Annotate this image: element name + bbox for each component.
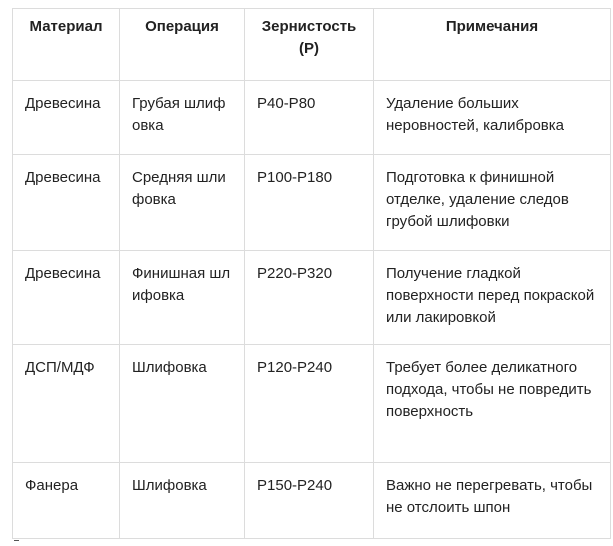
cell-grit [245,155,374,251]
table-row [13,463,611,539]
cell-text: Древесина [25,265,101,282]
cell-operation [120,463,245,539]
cell-notes [374,463,611,539]
header-grit: Зернистость (P) [245,9,374,81]
cell-material [13,345,120,463]
cell-grit [245,463,374,539]
table-row [13,81,611,155]
cell-material [13,155,120,251]
cell-text: Фанера [25,477,79,494]
table-row [13,155,611,251]
cell-text: P150-P240 [257,477,333,494]
cell-operation [120,251,245,345]
cell-operation [120,345,245,463]
cell-text: Древесина [25,95,101,112]
cell-text: Важно не перегревать, чтобы не отслоить шпон [386,477,593,516]
cell-text: P40-P80 [257,95,316,112]
cell-text: Древесина [25,169,101,186]
cell-text: Шлифовка [132,359,207,376]
cell-grit [245,345,374,463]
cell-grit [245,81,374,155]
header-row [13,9,611,81]
cell-grit [245,251,374,345]
header-notes: Примечания [374,9,611,81]
cell-text: Подготовка к финишной отделке, удаление следов грубой шлифовки [386,169,569,230]
cell-text: Получение гладкой поверхности перед покраской или лакировкой [386,265,595,326]
cell-text: Финишная шлифовка [132,265,231,304]
bottom-edge-mark [14,540,19,544]
cell-text: Требует более деликатного подхода, чтобы не повредить поверхность [386,359,592,420]
cell-notes [374,155,611,251]
cell-text: Шлифовка [132,477,207,494]
cell-operation [120,155,245,251]
cell-text: ДСП/МДФ [25,359,95,376]
cell-text: P220-P320 [257,265,333,282]
cell-text: Грубая шлифовка [132,95,226,134]
cell-text: P100-P180 [257,169,333,186]
cell-material [13,81,120,155]
table-row [13,251,611,345]
cell-notes [374,81,611,155]
cell-text: Средняя шлифовка [132,169,226,208]
cell-operation [120,81,245,155]
header-material: Материал [13,9,120,81]
cell-text: P120-P240 [257,359,333,376]
cell-material [13,463,120,539]
cell-text: Удаление больших неровностей, калибровка [386,95,565,134]
grit-table [12,8,611,539]
cell-notes [374,251,611,345]
cell-material [13,251,120,345]
table-row [13,345,611,463]
cell-notes [374,345,611,463]
header-operation: Операция [120,9,245,81]
